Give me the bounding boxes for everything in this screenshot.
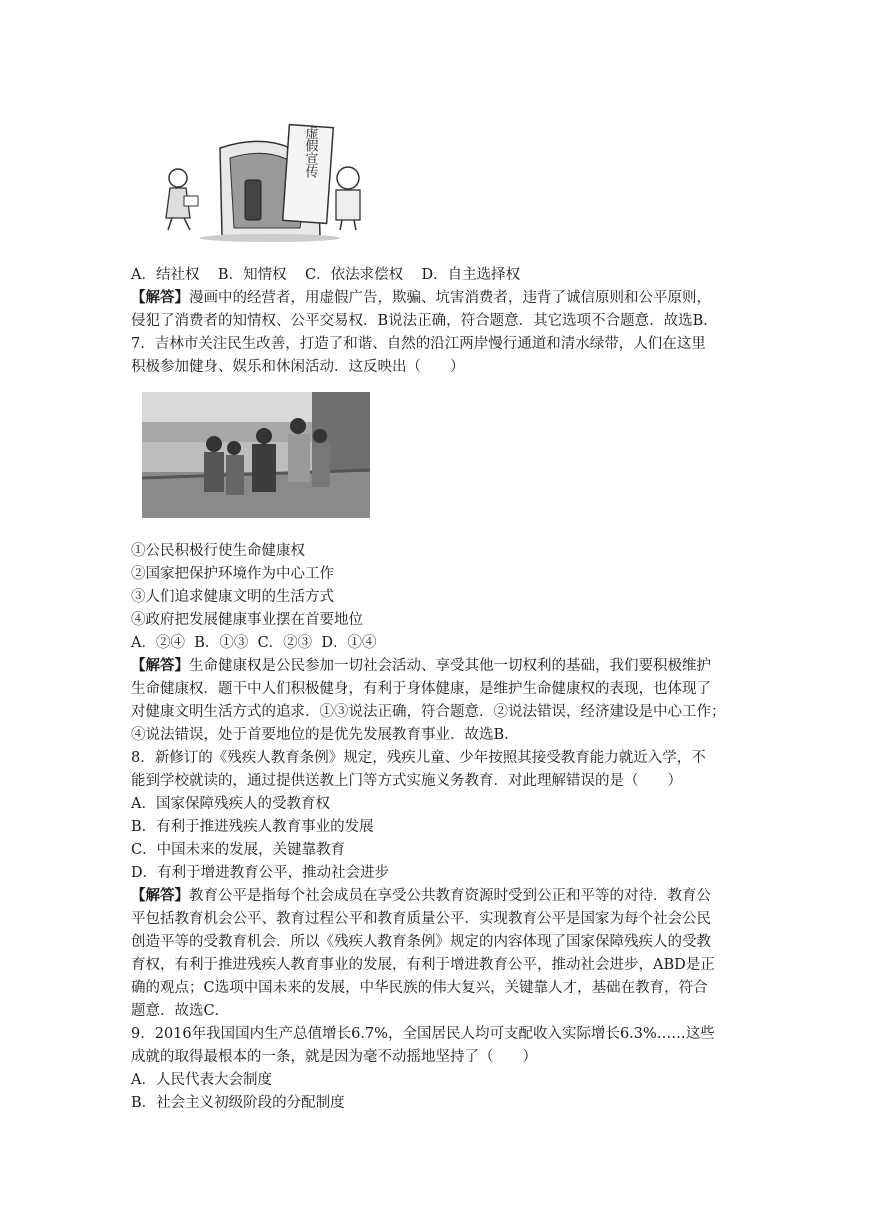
q7-stem-line-2: 积极参加健身、娱乐和休闲活动．这反映出（ ） [131,359,465,375]
q9-stem-line-1: 9．2016年我国国内生产总值增长6.7%，全国居民人均可支配收入实际增长6.3%……这些 [131,1026,715,1042]
q7-stem-line-1: 7．吉林市关注民生改善，打造了和谐、自然的沿江两岸慢行通道和清水绿带，人们在这里 [131,336,706,352]
q8-option-b: B．有利于推进残疾人教育事业的发展 [131,819,374,835]
q8-answer-line-3: 创造平等的受教育机会．所以《残疾人教育条例》规定的内容体现了国家保障残疾人的受教 [131,934,711,950]
q8-answer-line-2: 平包括教育机会公平、教育过程公平和教育质量公平．实现教育公平是国家为每个社会公民 [131,911,711,927]
q7-answer-line-2: 生命健康权．题干中人们积极健身，有利于身体健康，是维护生命健康权的表现，也体现了 [131,681,711,697]
q8-answer-line-1: 【解答】教育公平是指每个社会成员在享受公共教育资源时受到公正和平等的对待．教育公 [131,887,711,904]
q7-answer-line-4: ④说法错误，处于首要地位的是优先发展教育事业．故选B． [131,727,519,743]
q9-option-b: B．社会主义初级阶段的分配制度 [131,1095,345,1111]
q7-item-3: ③人们追求健康文明的生活方式 [131,589,334,605]
sign-text: 虚假宣传 [302,126,318,178]
answer-label: 【解答】 [131,887,189,904]
q6-answer-line-2: 侵犯了消费者的知情权、公平交易权．B说法正确，符合题意．其它选项不合题意．故选B． [131,313,718,329]
q6-options: A．结社权 B．知情权 C．依法求偿权 D．自主选择权 [131,267,521,283]
q8-option-d: D．有利于增进教育公平，推动社会进步 [131,865,390,881]
q7-item-1: ①公民积极行使生命健康权 [131,543,305,559]
answer-label: 【解答】 [131,657,189,674]
q9-option-a: A．人民代表大会制度 [131,1072,272,1088]
q8-stem-line-1: 8．新修订的《残疾人教育条例》规定，残疾儿童、少年按照其接受教育能力就近入学，不 [131,750,706,766]
riverside-walking-photo [142,392,370,518]
q8-stem-line-2: 能到学校就读的，通过提供送教上门等方式实施义务教育．对此理解错误的是（ ） [131,773,682,789]
q7-options: A．②④ B．①③ C．②③ D．①④ [131,635,377,651]
q8-option-a: A．国家保障残疾人的受教育权 [131,796,330,812]
q9-stem-line-2: 成就的取得最根本的一条，就是因为毫不动摇地坚持了（ ） [131,1049,537,1065]
q8-answer-line-4: 育权，有利于推进残疾人教育事业的发展，有利于增进教育公平，推动社会进步，ABD是正 [131,957,715,973]
q8-answer-line-6: 题意．故选C． [131,1003,230,1019]
q8-answer-line-5: 确的观点；C选项中国未来的发展，中华民族的伟大复兴，关键靠人才，基础在教育，符合 [131,980,708,996]
q7-item-2: ②国家把保护环境作为中心工作 [131,566,334,582]
q6-answer-line-1: 【解答】漫画中的经营者，用虚假广告，欺骗、坑害消费者，违背了诚信原则和公平原则， [131,289,711,306]
q7-answer-line-1: 【解答】生命健康权是公民参加一切社会活动、享受其他一切权利的基础，我们要积极维护 [131,657,711,674]
q7-item-4: ④政府把发展健康事业摆在首要地位 [131,612,363,628]
cartoon-false-advertising-image [150,118,368,248]
q7-answer-line-3: 对健康文明生活方式的追求．①③说法正确，符合题意．②说法错误，经济建设是中心工作； [131,704,726,720]
answer-label: 【解答】 [131,289,189,306]
q8-option-c: C．中国未来的发展，关键靠教育 [131,842,346,858]
